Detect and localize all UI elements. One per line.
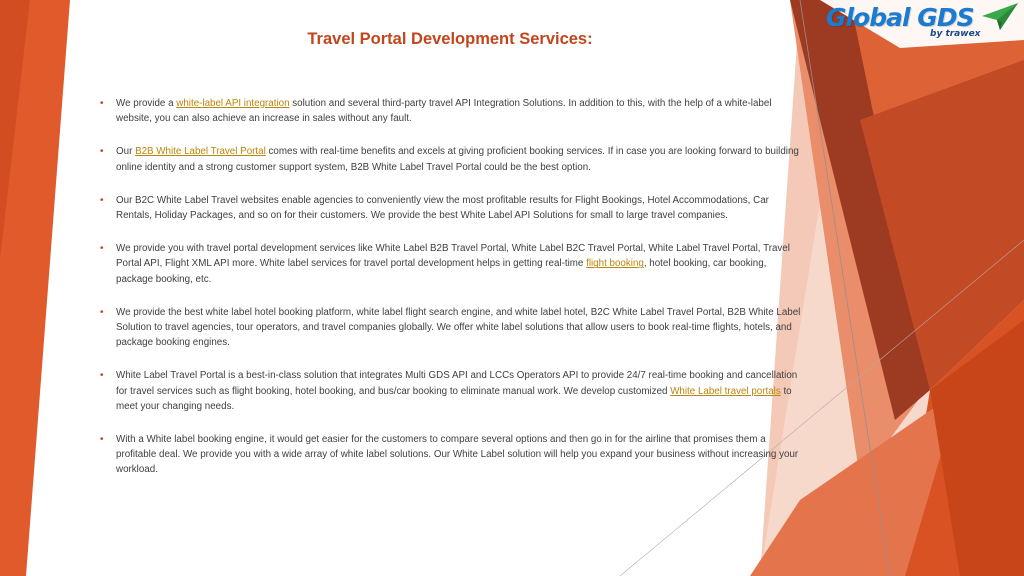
bullet-icon: •: [100, 194, 104, 206]
list-item: [100, 193, 806, 223]
bullet-icon: •: [100, 434, 104, 446]
list-item: [100, 96, 806, 126]
services-list: [100, 96, 806, 496]
text-segment: Our: [116, 146, 136, 158]
bullet-icon: •: [100, 370, 104, 382]
global-gds-logo[interactable]: [826, 2, 1022, 44]
text-segment: White Label Travel Portal is a best-in-class solution that integrates Multi GDS API and LCCs Operators API to provide 24/7 real-time booking and cancellation for travel services such as flight booking, hotel booking, and bus/car booking to eliminate manual work. We develop customized: [116, 370, 798, 397]
link-b2b-white-label-travel-portal[interactable]: B2B White Label Travel Portal: [135, 146, 266, 158]
logo-subtext: by trawex: [930, 29, 981, 39]
text-segment: We provide a: [116, 98, 177, 109]
page-title: Travel Portal Development Services:: [307, 30, 593, 48]
bullet-icon: •: [100, 306, 104, 318]
logo-text: Global GDS: [826, 3, 974, 32]
text-segment: With a White label booking engine, it would get easier for the customers to compare several options and then go in for the airline that promises them a profitable deal. We provide you with a wide array of white label solutions. Our White Label solution will help you expand your business without increasing your workload.: [116, 434, 799, 476]
list-item: [100, 305, 806, 351]
link-white-label-travel-portals[interactable]: White Label travel portals: [670, 385, 781, 397]
text-segment: solution and several third-party travel API Integration Solutions. In addition to this, with the help of a white-label website, you can also achieve an increase in sales without any fault.: [116, 98, 772, 125]
list-item: [100, 368, 806, 414]
text-segment: to meet your changing needs.: [116, 385, 792, 412]
text-segment: We provide you with travel portal development services like White Label B2B Travel Portal, White Label B2C Travel Portal, White Label Travel Portal, Travel Portal API, Flight XML API more. White label services for travel portal development helps in getting real-time: [116, 243, 790, 270]
link-flight-booking[interactable]: flight booking: [586, 258, 644, 270]
text-segment: Our B2C White Label Travel websites enable agencies to conveniently view the most profitable results for Flight Bookings, Hotel Accommodations, Car Rentals, Holiday Packages, and so on for their customers. We provide the best White Label API Solutions for small to large travel companies.: [116, 194, 769, 222]
paper-plane-icon: [980, 2, 1020, 32]
list-item: [100, 144, 806, 174]
list-item: [100, 432, 806, 478]
bullet-icon: •: [100, 146, 104, 158]
text-segment: We provide the best white label hotel booking platform, white label flight search engine, and white label hotel, B2C White Label Travel Portal, B2B White Label Solution to travel agencies, tour operators, and travel companies globally. We offer white label solutions that allow users to book real-time flights, hotels, and package booking engines.: [116, 306, 801, 349]
bullet-icon: •: [100, 243, 104, 255]
bullet-icon: •: [100, 98, 104, 109]
list-item: [100, 241, 806, 287]
text-segment: , hotel booking, car booking, package booking, etc.: [116, 258, 767, 285]
text-segment: comes with real-time benefits and excels at giving proficient booking services. If in case you are looking forward to building online identity and a strong customer support system, B2B White Label Travel Portal could be the best option.: [116, 146, 799, 173]
link-white-label-api-integration[interactable]: white-label API integration: [176, 98, 290, 109]
